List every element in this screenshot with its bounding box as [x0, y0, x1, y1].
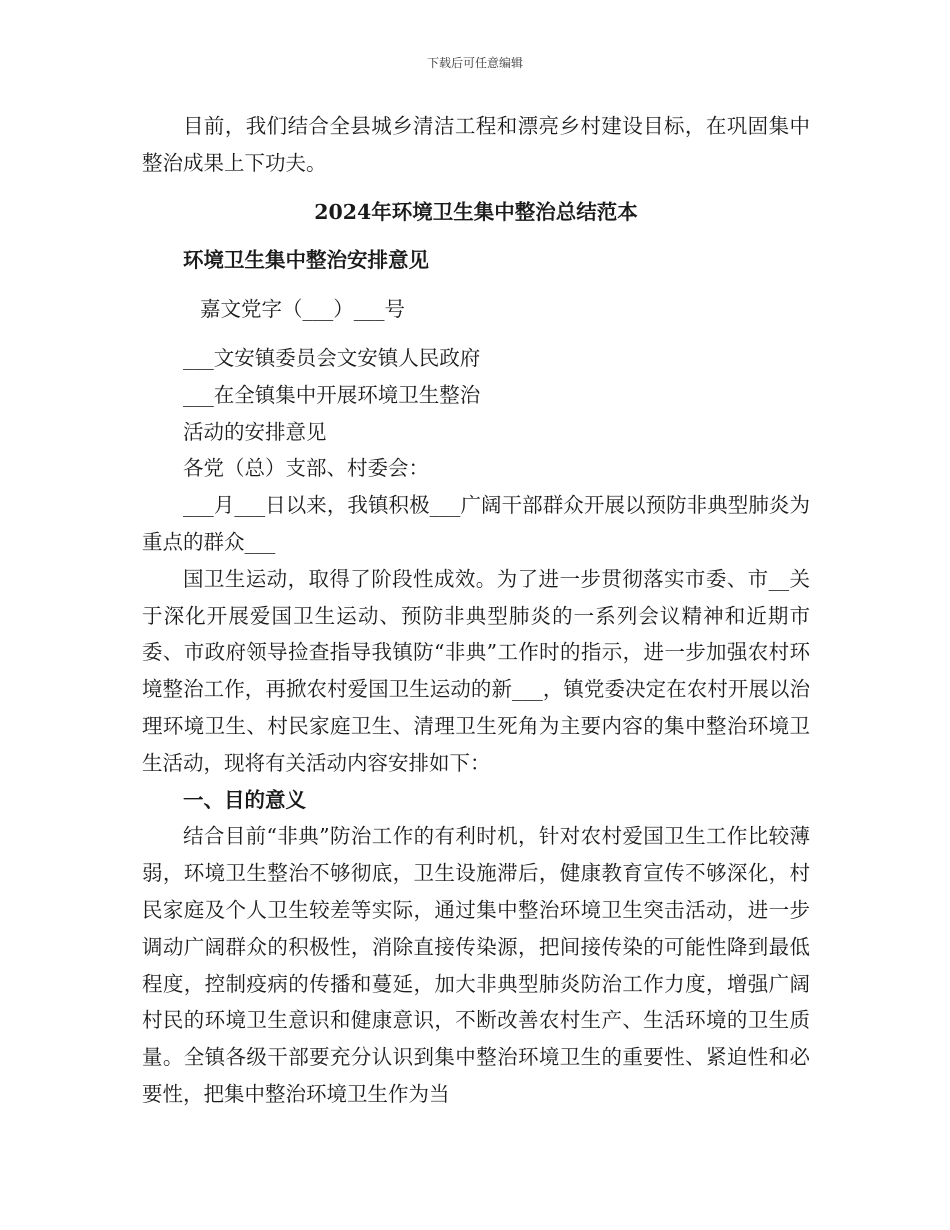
document-body [142, 108, 810, 1113]
section-heading-purpose: 一、目的意义 [183, 787, 306, 812]
salutation: 各党（总）支部、村委会： [183, 456, 429, 481]
paragraph-3: 结合目前“非典”防治工作的有利时机，针对农村爱国卫生工作比较薄弱，环境卫生整治不够彻底，卫生设施滞后，健康教育宣传不够深化，村民家庭及个人卫生较差等实际，通过集中整治环境卫生突击活动，进一步调动广阔群众的积极性，消除直接传染源，把间接传染的可能性降到最低程度，控制疫病的传播和蔓延，加大非典型肺炎防治工作力度，增强广阔村民的环境卫生意识和健康意识，不断改善农村生产、生活环境的卫生质量。全镇各级干部要充分认识到集中整治环境卫生的重要性、紧迫性和必要性，把集中整治环境卫生作为当 [142, 824, 810, 1106]
paragraph-2: 国卫生运动，取得了阶段性成效。为了进一步贯彻落实市委、市__关于深化开展爱国卫生运动、预防非典型肺炎的一系列会议精神和近期市委、市政府领导捡查指导我镇防“非典”工作时的指示，进一步加强农村环境整治工作，再掀农村爱国卫生运动的新___，镇党委决定在农村开展以治理环境卫生、村民家庭卫生、清理卫生死角为主要内容的集中整治环境卫生活动，现将有关活动内容安排如下： [142, 566, 810, 775]
issuer-line: ___文安镇委员会文安镇人民政府 [183, 345, 481, 370]
intro-paragraph: 目前，我们结合全县城乡清洁工程和漂亮乡村建设目标，在巩固集中整治成果上下功夫。 [142, 114, 810, 175]
paragraph-1: ___月___日以来，我镇积极___广阔干部群众开展以预防非典型肺炎为重点的群众___ [142, 493, 810, 554]
document-subtitle: 环境卫生集中整治安排意见 [183, 248, 429, 273]
topic-line-1: ___在全镇集中开展环境卫生整治 [183, 382, 481, 407]
topic-line-2: 活动的安排意见 [183, 419, 327, 444]
header-note: 下载后可任意编辑 [426, 56, 523, 70]
document-number: 嘉文党字（___）___号 [200, 297, 405, 322]
document-title: 2024年环境卫生集中整治总结范本 [314, 199, 638, 224]
